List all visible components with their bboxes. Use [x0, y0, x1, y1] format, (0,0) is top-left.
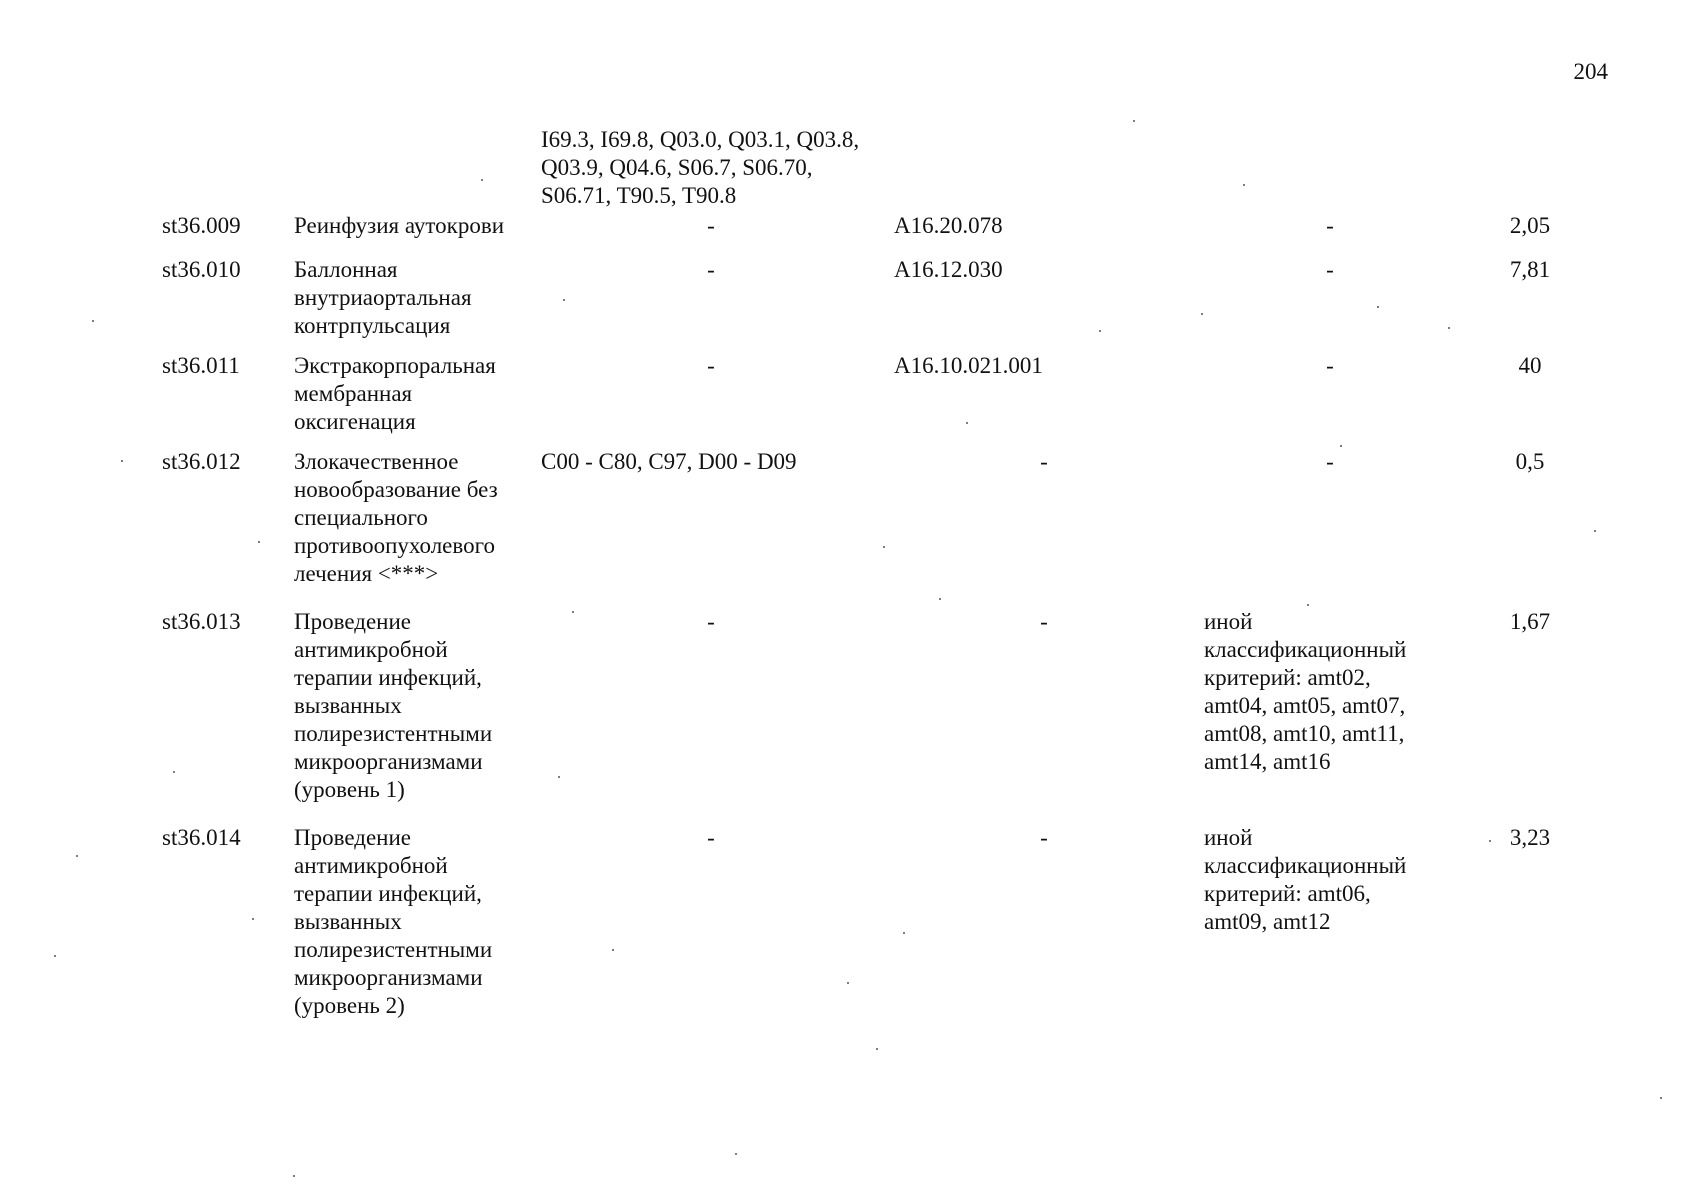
row-diagnosis: -	[707, 213, 715, 238]
row-name	[294, 824, 534, 1020]
scan-speck	[876, 1048, 878, 1050]
row-diagnosis: -	[707, 609, 715, 634]
row-diagnosis: C00 - C80, C97, D00 - D09	[541, 449, 797, 474]
scan-speck	[735, 1153, 737, 1155]
row-service: A16.20.078	[894, 213, 1003, 238]
scan-speck	[563, 299, 565, 301]
scan-speck	[173, 771, 175, 773]
row-coefficient: 0,5	[1515, 449, 1545, 474]
row-other-criteria	[1204, 824, 1434, 936]
row-coefficient: 40	[1518, 353, 1542, 378]
row-coefficient: 1,67	[1509, 609, 1551, 634]
row-service: -	[1040, 609, 1048, 634]
row-other-criteria-line: amt04, amt05, amt07,	[1204, 693, 1406, 718]
row-name-line: микроорганизмами	[294, 965, 483, 990]
scan-speck	[1340, 445, 1342, 447]
row-diagnosis: -	[707, 353, 715, 378]
scan-speck	[1099, 330, 1101, 332]
scan-speck	[903, 932, 905, 934]
row-name	[294, 608, 534, 804]
row-service: A16.10.021.001	[894, 353, 1043, 378]
row-other-criteria: -	[1326, 213, 1334, 238]
scan-speck	[1489, 840, 1491, 842]
row-name-line: антимикробной	[294, 853, 448, 878]
row-name-line: внутриаортальная	[294, 285, 472, 310]
row-other-criteria-line: amt09, amt12	[1204, 909, 1331, 934]
row-name-line: (уровень 2)	[294, 993, 405, 1018]
scan-speck	[939, 598, 941, 600]
scan-speck	[92, 320, 94, 322]
scan-speck	[558, 776, 560, 778]
scan-speck	[1243, 184, 1245, 186]
row-name-line: Проведение	[294, 609, 411, 634]
row-name-line: оксигенация	[294, 409, 416, 434]
row-name	[294, 212, 534, 240]
scan-speck	[1594, 530, 1596, 532]
row-service: A16.12.030	[894, 257, 1003, 282]
scan-speck	[1448, 327, 1450, 329]
row-name-line: Злокачественное	[294, 449, 459, 474]
scan-speck	[1660, 1097, 1662, 1099]
row-code: st36.013	[162, 609, 241, 634]
row-other-criteria	[1204, 608, 1434, 776]
scan-speck	[258, 541, 260, 543]
row-name-line: мембранная	[294, 381, 413, 406]
scan-speck	[966, 422, 968, 424]
row-name-line: вызванных	[294, 693, 402, 718]
row-other-criteria-line: классификационный	[1204, 637, 1407, 662]
row-name-line: микроорганизмами	[294, 749, 483, 774]
scan-speck	[1377, 306, 1379, 308]
row-name-line: полирезистентными	[294, 937, 493, 962]
diagnosis-codes-line: S06.71, T90.5, T90.8	[541, 183, 737, 208]
row-diagnosis: -	[707, 257, 715, 282]
row-name-line: Проведение	[294, 825, 411, 850]
row-service: -	[1040, 449, 1048, 474]
row-code: st36.011	[162, 353, 240, 378]
row-other-criteria-line: критерий: amt06,	[1204, 881, 1371, 906]
row-other-criteria-line: критерий: amt02,	[1204, 665, 1371, 690]
row-other-criteria-line: иной	[1204, 825, 1253, 850]
row-name	[294, 448, 534, 588]
row-name-line: контрпульсация	[294, 313, 451, 338]
row-other-criteria-line: amt08, amt10, amt11,	[1204, 721, 1405, 746]
row-other-criteria: -	[1326, 449, 1334, 474]
scan-speck	[1307, 604, 1309, 606]
row-other-criteria-line: иной	[1204, 609, 1253, 634]
row-name	[294, 256, 534, 340]
row-code: st36.014	[162, 825, 241, 850]
continued-diagnosis-codes	[541, 126, 881, 210]
row-other-criteria: -	[1326, 353, 1334, 378]
row-name-line: полирезистентными	[294, 721, 493, 746]
row-other-criteria-line: классификационный	[1204, 853, 1407, 878]
page-number: 204	[1573, 59, 1608, 84]
row-code: st36.009	[162, 213, 241, 238]
scan-speck	[54, 955, 56, 957]
row-code: st36.010	[162, 257, 241, 282]
scan-speck	[121, 460, 123, 462]
row-name-line: вызванных	[294, 909, 402, 934]
scan-speck	[1133, 120, 1135, 122]
row-name	[294, 352, 534, 436]
scan-speck	[293, 1175, 295, 1177]
scan-speck	[572, 611, 574, 613]
scan-speck	[847, 982, 849, 984]
scan-speck	[883, 546, 885, 548]
scan-speck	[76, 855, 78, 857]
row-other-criteria-line: amt14, amt16	[1204, 749, 1331, 774]
diagnosis-codes-line: Q03.9, Q04.6, S06.7, S06.70,	[541, 155, 813, 180]
row-name-line: Баллонная	[294, 257, 398, 282]
row-other-criteria: -	[1326, 257, 1334, 282]
row-name-line: терапии инфекций,	[294, 881, 482, 906]
row-name-line: антимикробной	[294, 637, 448, 662]
row-coefficient: 3,23	[1509, 825, 1551, 850]
scan-speck	[481, 179, 483, 181]
row-name-line: новообразование без	[294, 477, 498, 502]
row-diagnosis: -	[707, 825, 715, 850]
row-name-line: терапии инфекций,	[294, 665, 482, 690]
row-code: st36.012	[162, 449, 241, 474]
scan-speck	[612, 949, 614, 951]
row-coefficient: 2,05	[1509, 213, 1551, 238]
diagnosis-codes-line: I69.3, I69.8, Q03.0, Q03.1, Q03.8,	[541, 127, 860, 152]
row-name-line: (уровень 1)	[294, 777, 405, 802]
scan-speck	[252, 918, 254, 920]
row-coefficient: 7,81	[1509, 257, 1551, 282]
row-service: -	[1040, 825, 1048, 850]
scan-speck	[1201, 313, 1203, 315]
row-name-line: специального	[294, 505, 428, 530]
row-name-line: Реинфузия аутокрови	[294, 213, 504, 238]
row-name-line: Экстракорпоральная	[294, 353, 496, 378]
row-name-line: лечения <***>	[294, 561, 439, 586]
row-name-line: противоопухолевого	[294, 533, 495, 558]
